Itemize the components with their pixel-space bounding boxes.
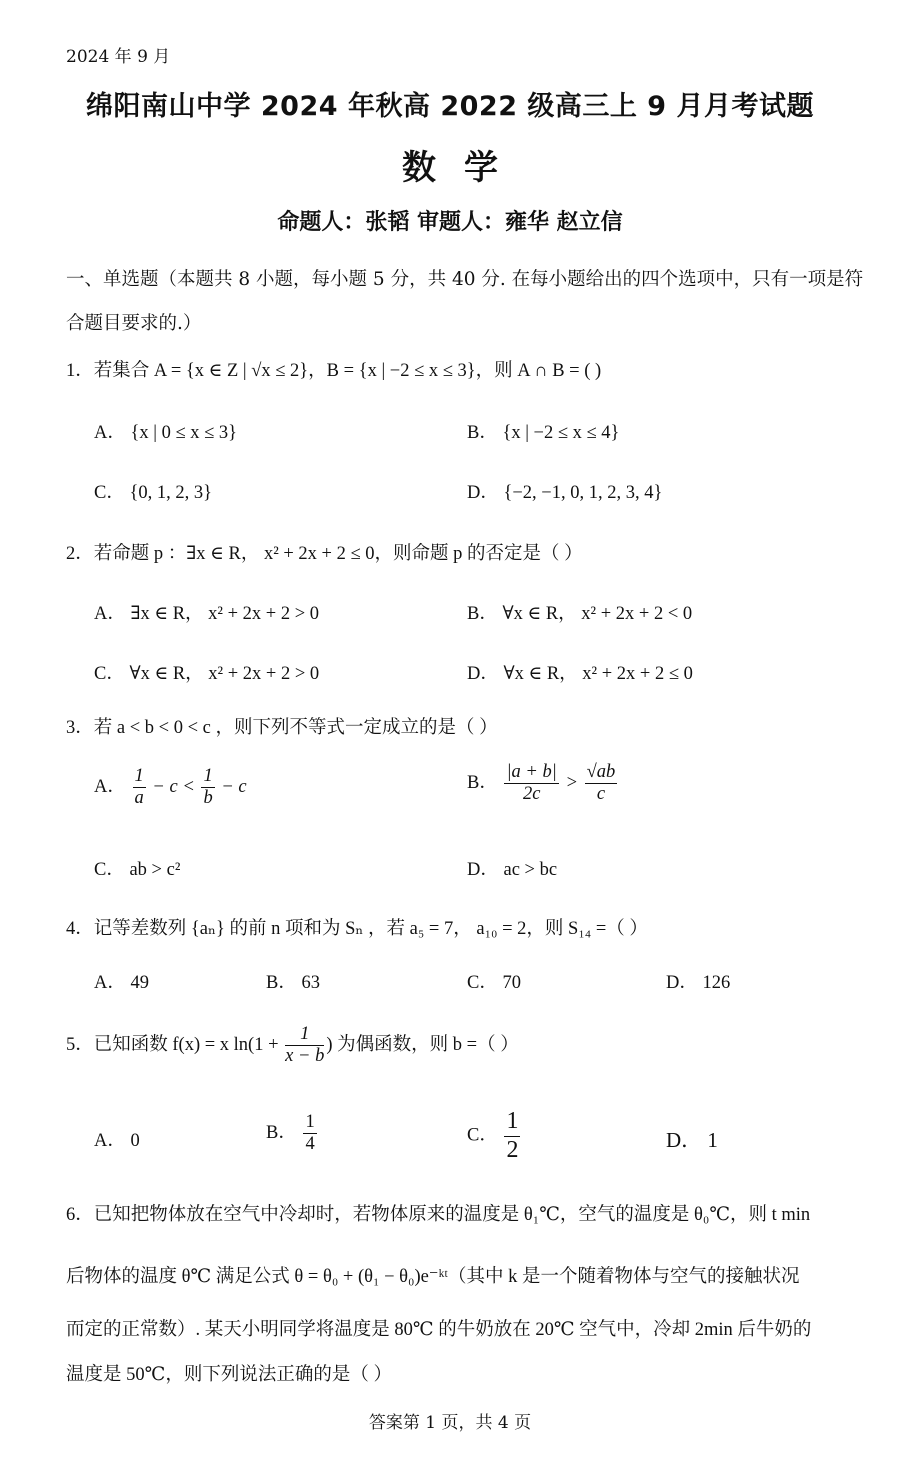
question-4-stem: 4．记等差数列 {aₙ} 的前 n 项和为 Sₙ ，若 a₅ = 7， a₁₀ = 2，则 S₁₄ =（ ） [66,919,648,939]
exam-date: 2024 年 9 月 [66,47,171,67]
question-1-stem: 1．若集合 A = {x ∈ Z | √x ≤ 2}，B = {x | −2 ≤ x ≤ 3}，则 A ∩ B = ( ) [66,361,602,381]
option-label: A． [94,777,126,798]
fraction [303,1112,316,1156]
inequality-end: − c [216,777,247,798]
fraction-denominator: c [596,784,606,805]
question-6-line-1: 6．已知把物体放在空气中冷却时，若物体原来的温度是 θ₁℃，空气的温度是 θ₀℃，则 t min [66,1205,811,1225]
question-1-option-a: A． {x | 0 ≤ x ≤ 3} [94,423,238,443]
page-footer: 答案第 1 页，共 4 页 [368,1413,532,1433]
fraction-numerator: |a + b| [504,762,558,784]
inequality-middle: > [560,773,583,794]
option-label: B． [266,1123,297,1144]
question-4-option-d: D． 126 [666,973,731,993]
question-4-option-b: B． 63 [266,973,320,993]
question-6-line-3: 而定的正常数）. 某天小明同学将温度是 80℃ 的牛奶放在 20℃ 空气中，冷却 2min 后牛奶的 [66,1320,812,1340]
exam-authors: 命题人：张韬 审题人：雍华 赵立信 [277,209,623,235]
question-6-line-2: 后物体的温度 θ℃ 满足公式 θ = θ₀ + (θ₁ − θ₀)e⁻ᵏᵗ（其中 k 是一个随着物体与空气的接触状况 [66,1267,800,1287]
question-4-option-c: C． 70 [467,973,521,993]
fraction-numerator: 1 [303,1112,316,1134]
fraction-numerator: √ab [585,762,618,784]
fraction-numerator: 1 [133,766,146,788]
fraction-denominator: a [134,788,144,809]
fraction-denominator: 4 [305,1134,315,1155]
question-3-stem: 3．若 a < b < 0 < c ，则下列不等式一定成立的是（ ） [66,718,498,738]
question-1-option-d: D． {−2, −1, 0, 1, 2, 3, 4} [467,483,663,503]
question-5-option-b [266,1112,319,1156]
question-2-option-a: A． ∃x ∈ R， x² + 2x + 2 > 0 [94,604,320,624]
fraction [285,1024,324,1068]
fraction-denominator: 2 [506,1136,519,1163]
fraction-denominator: 2c [522,784,541,805]
subject-title: 数学 [402,148,526,188]
fraction-numerator: 1 [201,766,214,788]
question-2-option-c: C． ∀x ∈ R， x² + 2x + 2 > 0 [94,664,320,684]
question-5-stem-start: 5．已知函数 f(x) = x ln(1 + [66,1035,284,1056]
question-3-option-b [467,762,619,806]
question-1-option-b: B． {x | −2 ≤ x ≤ 4} [467,423,620,443]
question-5-option-d: D． 1 [666,1128,718,1152]
question-2-option-d: D． ∀x ∈ R， x² + 2x + 2 ≤ 0 [467,664,693,684]
fraction-denominator: x − b [285,1046,325,1067]
question-3-option-d: D． ac > bc [467,860,558,880]
fraction [133,766,146,810]
question-3-option-c: C． ab > c² [94,860,181,880]
fraction [504,762,558,806]
question-5-stem [66,1024,519,1068]
question-2-stem: 2．若命题 p ：∃x ∈ R， x² + 2x + 2 ≤ 0，则命题 p 的否定是（ ） [66,544,583,564]
fraction [201,766,214,810]
question-3-option-a [94,766,247,810]
fraction [504,1108,520,1164]
question-1-option-c: C． {0, 1, 2, 3} [94,483,212,503]
question-5-stem-end: ) 为偶函数，则 b =（ ） [326,1035,519,1056]
option-label: B． [467,773,498,794]
question-2-option-b: B． ∀x ∈ R， x² + 2x + 2 < 0 [467,604,693,624]
question-5-option-c [467,1108,522,1164]
fraction [585,762,618,806]
question-6-line-4: 温度是 50℃，则下列说法正确的是（ ） [66,1365,392,1385]
question-5-option-a: A． 0 [94,1131,140,1151]
option-label: C． [467,1125,498,1146]
section-heading: 一、单选题（本题共 8 小题，每小题 5 分，共 40 分. 在每小题给出的四个选项中，只有一项是符合题目要求的.） [66,269,864,334]
fraction-denominator: b [203,788,213,809]
fraction-numerator: 1 [285,1024,324,1046]
fraction-numerator: 1 [504,1108,520,1137]
inequality-middle: − c < [147,777,200,798]
exam-title: 绵阳南山中学 2024 年秋高 2022 级高三上 9 月月考试题 [86,91,814,122]
question-4-option-a: A． 49 [94,973,149,993]
